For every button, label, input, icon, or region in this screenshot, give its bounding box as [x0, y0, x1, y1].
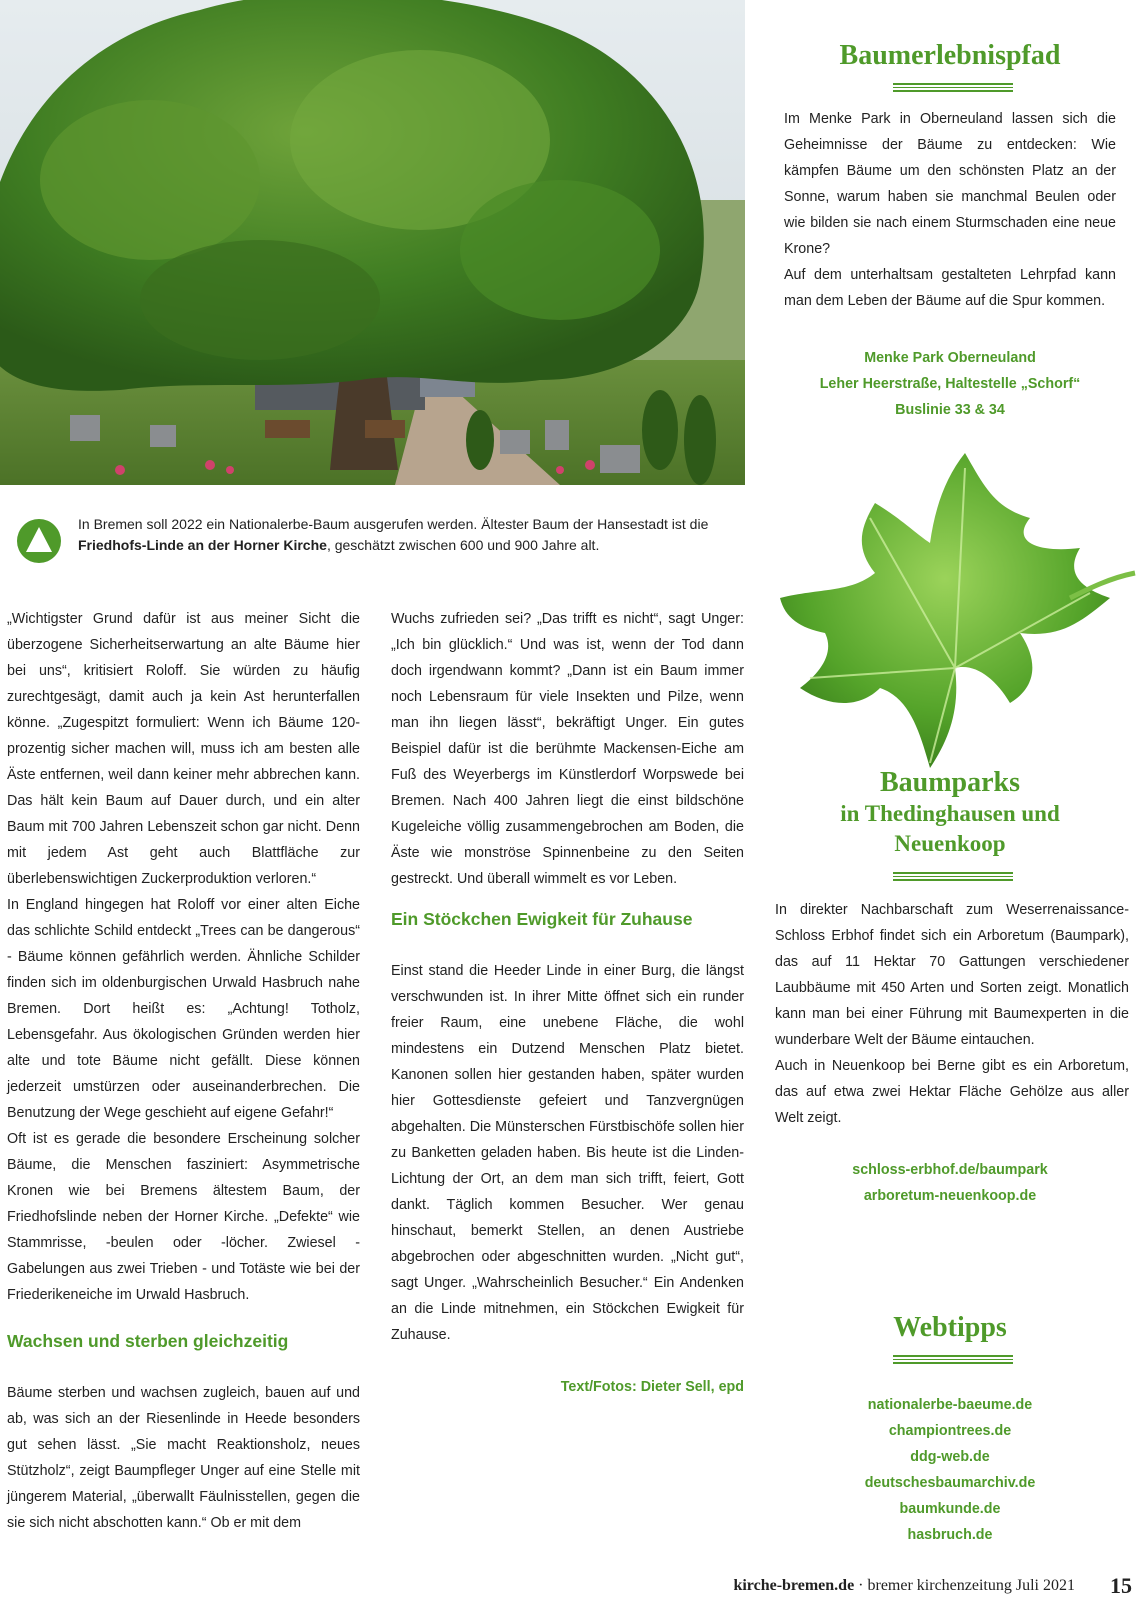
sidebar-title-webtipps: Webtipps	[893, 1312, 1007, 1343]
sidebar-title-baumparks: Baumparks	[879, 767, 1021, 798]
article-column-2	[391, 606, 744, 1400]
paragraph: Oft ist es gerade die besondere Erscheinung solcher Bäume, die Menschen fasziniert: Asymmetrische Kronen wie bei Bremens ältestem Baum, der Friedhofslinde neben der Horner Kirche. „Defekte“ wie Stammrisse, -beulen oder -löcher. Zwiesel - Gabelungen aus zwei Trieben - und Totäste wie bei der Friederikeneiche im Urwald Hasbruch.	[7, 1131, 360, 1303]
caption-text: In Bremen soll 2022 ein Nationalerbe-Baum ausgerufen werden. Ältester Baum der Hansestadt ist die Friedhofs-Linde an der Horner Kirche, geschätzt zwischen 600 und 900 Jahre alt.	[78, 516, 709, 553]
webtipps-list	[770, 1392, 1130, 1548]
sidebar-box1-text: Im Menke Park in Oberneuland lassen sich die Geheimnisse der Bäume zu entdecken: Wie kämpfen Bäume um den schönsten Platz an der Sonne, warum haben sie manchmal Beulen oder wie bilden sie nach einem Sturmschaden eine neue Krone? Auf dem unterhaltsam gestalteten Lehrpfad kann man dem Leben der Bäume auf die Spur kommen.	[784, 111, 1116, 309]
triangle-icon	[16, 518, 62, 564]
webtipp-link[interactable]: baumkunde.de	[899, 1501, 1001, 1517]
paragraph: Wuchs zufrieden sei? „Das trifft es nicht“, sagt Unger: „Ich bin glücklich.“ Und was ist, wenn der Tod dann doch irgendwann kommt? „Dann ist ein Baum immer noch Lebensraum für viele Insekten und Pilze, wenn man ihn liegen lässt“, bekräftigt Unger. Ein gutes Beispiel dafür ist die berühmte Mackensen-Eiche am Fuß des Weyerbergs im Künstlerdorf Worpswede bei Bremen. Nach 400 Jahren liegt die einst bildschöne Kugeleiche völlig zusammengebrochen am Boden, die Äste wie monströse Spinnenbeine zu den Seiten gestreckt. Und überall wimmelt es vor Leben.	[391, 611, 744, 887]
subheading: Ein Stöckchen Ewigkeit für Zuhause	[391, 909, 693, 929]
link-arboretum-neuenkoop[interactable]: arboretum-neuenkoop.de	[863, 1188, 1037, 1204]
sidebar-subtitle-neuenkoop: Neuenkoop	[894, 831, 1006, 856]
paragraph: In England hingegen hat Roloff vor einer alten Eiche das schlichte Schild entdeckt „Trees can be dangerous“ - Bäume können gefährlich werden. Ähnliche Schilder finden sich im oldenburgischen Urwald Hasbruch nahe Bremen. Dort heißt es: „Achtung! Totholz, Lebensgefahr. Aus ökologischen Gründen werden hier alte und tote Bäume nicht gefällt. Diese können jederzeit umstürzen oder auseinanderbrechen. Die Benutzung der Wege geschieht auf eigene Gefahr!“	[7, 897, 360, 1121]
webtipp-link[interactable]: nationalerbe-baeume.de	[867, 1397, 1033, 1413]
sidebar-box1-info: Menke Park Oberneuland Leher Heerstraße, Haltestelle „Schorf“ Buslinie 33 & 34	[819, 350, 1081, 418]
page-number: 15	[1110, 1573, 1132, 1598]
webtipp-link[interactable]: deutschesbaumarchiv.de	[864, 1475, 1036, 1491]
title-rule	[893, 83, 1013, 92]
photo-caption	[0, 510, 745, 570]
paragraph: Einst stand die Heeder Linde in einer Burg, die längst verschwunden ist. In ihrer Mitte öffnet sich ein runder freier Raum, eine unebene Fläche, die wohl mindestens ein Dutzend Menschen Platz bietet. Kanonen sollen hier gestanden haben, später wurden hier Gottesdienste gefeiert und Tanzvergnügen abgehalten. Die Münsterschen Fürstbischöfe sollen hier zu Banketten geladen haben. Bis heute ist die Linden-Lichtung der Ort, an dem man sich trifft, feiert, Gott dankt. Täglich kommen Besucher. Wer genau hinschaut, bemerkt Stellen, an denen Austriebe abgebrochen oder abgeschnitten wurden. „Nicht gut“, sagt Unger. „Wahrscheinlich Besucher.“ Ein Andenken an die Linde mitnehmen, ein Stöckchen Ewigkeit für Zuhause.	[391, 963, 744, 1343]
title-rule	[893, 1355, 1013, 1364]
sidebar-title-baumerlebnispfad: Baumerlebnispfad	[839, 40, 1061, 71]
webtipp-link[interactable]: hasbruch.de	[907, 1527, 993, 1543]
link-schloss-erbhof[interactable]: schloss-erbhof.de/baumpark	[852, 1162, 1048, 1178]
photo-credit: Text/Fotos: Dieter Sell, epd	[560, 1379, 744, 1395]
caption-highlight: Friedhofs-Linde an der Horner Kirche	[78, 537, 327, 553]
paragraph: „Wichtigster Grund dafür ist aus meiner Sicht die überzogene Sicherheitserwartung an alte Bäume hier bei uns“, kritisiert Roloff. Sie würden zu häufig zurechtgesägt, damit auch ja kein Ast herunterfallen könne. „Zugespitzt formuliert: Wenn ich Bäume 120-prozentig sicher machen will, muss ich am besten alle Äste entfernen, weil dann keiner mehr abbrechen kann. Das hält kein Baum auf Dauer durch, und ein alter Baum mit 700 Jahren Lebenszeit schon gar nicht. Denn mit jedem Ast geht auch Blattfläche zur überlebenswichtigen Zuckerproduktion verloren.“	[7, 611, 360, 887]
sidebar-box2-text: In direkter Nachbarschaft zum Weserrenaissance-Schloss Erbhof findet sich ein Arboretum (Baumpark), das auf 11 Hektar 70 Gattungen verschiedener Laubbäume mit 450 Arten und Sorten zeigt. Monatlich kann man bei einer Führung mit Baumexperten in die wunderbare Welt der Bäume eintauchen. Auch in Neuenkoop bei Berne gibt es ein Arboretum, das auf etwa zwei Hektar Fläche Gehölze aus aller Welt zeigt.	[775, 902, 1129, 1126]
subheading: Wachsen und sterben gleichzeitig	[7, 1331, 289, 1351]
webtipp-link[interactable]: championtrees.de	[888, 1423, 1012, 1439]
webtipp-link[interactable]: ddg-web.de	[910, 1449, 990, 1465]
title-rule	[893, 872, 1013, 881]
article-column-1	[7, 606, 360, 1536]
footer-text: kirche-bremen.de · bremer kirchenzeitung Juli 2021	[733, 1577, 1075, 1594]
sidebar-subtitle-location: in Thedinghausen und	[840, 801, 1060, 826]
page-footer	[0, 1575, 1140, 1597]
paragraph: Bäume sterben und wachsen zugleich, bauen auf und ab, was sich an der Riesenlinde in Heede besonders gut sehen lässt. „Sie macht Reaktionsholz, neues Stützholz“, zeigt Baumpfleger Unger auf eine Stelle mit jüngerem Material, „überwallt Fäulnisstellen, gegen die sie sich nicht abschotten kann.“ Ob er mit dem	[7, 1385, 360, 1531]
sidebar-box2-links	[770, 1157, 1130, 1209]
linden-tree-image	[0, 0, 745, 485]
tree-photo	[0, 0, 745, 485]
leaf-image	[780, 448, 1140, 773]
